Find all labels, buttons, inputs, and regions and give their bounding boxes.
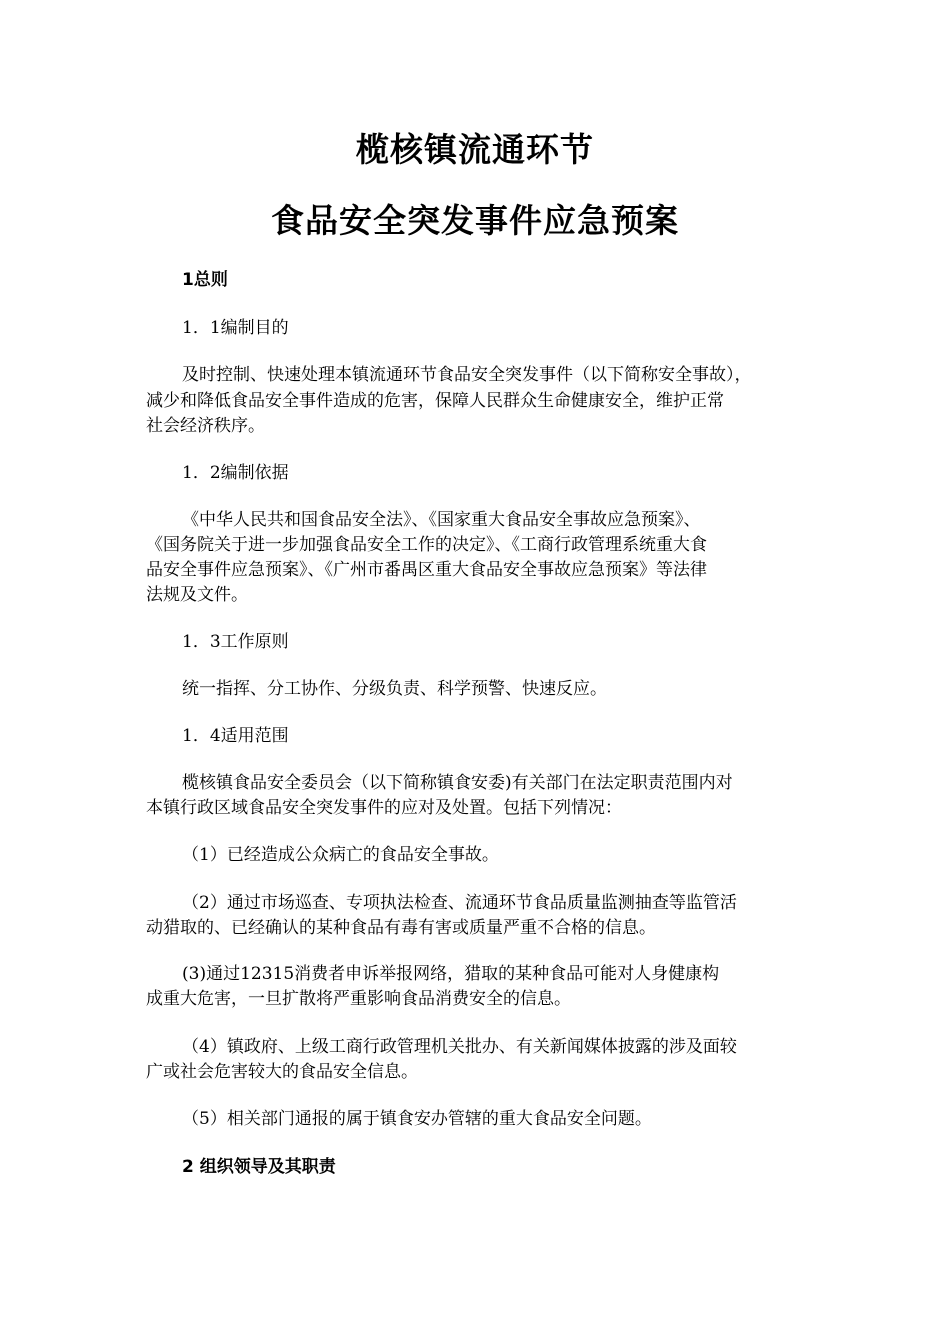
- section-heading-2: 2 组织领导及其职责: [182, 1157, 336, 1177]
- list-item-3-continued: 成重大危害，一旦扩散将严重影响食品消费安全的信息。: [146, 989, 571, 1009]
- list-item-2-continued: 动猎取的、已经确认的某种食品有毒有害或质量严重不合格的信息。: [146, 918, 656, 938]
- paragraph-line: 本镇行政区域食品安全突发事件的应对及处置。包括下列情况：: [146, 798, 622, 818]
- paragraph-line: 减少和降低食品安全事件造成的危害，保障人民群众生命健康安全，维护正常: [146, 391, 724, 411]
- paragraph-line: 《中华人民共和国食品安全法》、《国家重大食品安全事故应急预案》、: [182, 510, 701, 530]
- paragraph-line: 榄核镇食品安全委员会（以下简称镇食安委)有关部门在法定职责范围内对: [182, 773, 733, 793]
- paragraph-line: 社会经济秩序。: [146, 416, 265, 436]
- list-item-2: （2）通过市场巡查、专项执法检查、流通环节食品质量监测抽查等监管活: [182, 893, 737, 913]
- paragraph-line: 及时控制、快速处理本镇流通环节食品安全突发事件（以下简称安全事故），: [182, 365, 752, 385]
- paragraph-line: 品安全事件应急预案》、《广州市番禺区重大食品安全事故应急预案》等法律: [146, 560, 707, 580]
- list-item-4-continued: 广或社会危害较大的食品安全信息。: [146, 1062, 418, 1082]
- section-heading-1: 1总则: [182, 270, 228, 290]
- list-item-5: （5）相关部门通报的属于镇食安办管辖的重大食品安全问题。: [182, 1109, 652, 1129]
- list-item-1: （1）已经造成公众病亡的食品安全事故。: [182, 845, 499, 865]
- document-title-line2: 食品安全突发事件应急预案: [271, 201, 679, 240]
- paragraph-line: 《国务院关于进一步加强食品安全工作的决定》、《工商行政管理系统重大食: [146, 535, 707, 555]
- paragraph-line: 法规及文件。: [146, 585, 248, 605]
- paragraph-line: 统一指挥、分工协作、分级负责、科学预警、快速反应。: [182, 679, 607, 699]
- document-title-line1: 榄核镇流通环节: [356, 130, 594, 169]
- list-item-3: (3)通过12315消费者申诉举报网络，猎取的某种食品可能对人身健康构: [182, 964, 720, 984]
- subsection-heading-1-1: 1．1编制目的: [182, 318, 289, 338]
- list-item-4: （4）镇政府、上级工商行政管理机关批办、有关新闻媒体披露的涉及面较: [182, 1037, 737, 1057]
- subsection-heading-1-2: 1．2编制依据: [182, 463, 289, 483]
- subsection-heading-1-3: 1．3工作原则: [182, 632, 289, 652]
- subsection-heading-1-4: 1．4适用范围: [182, 726, 289, 746]
